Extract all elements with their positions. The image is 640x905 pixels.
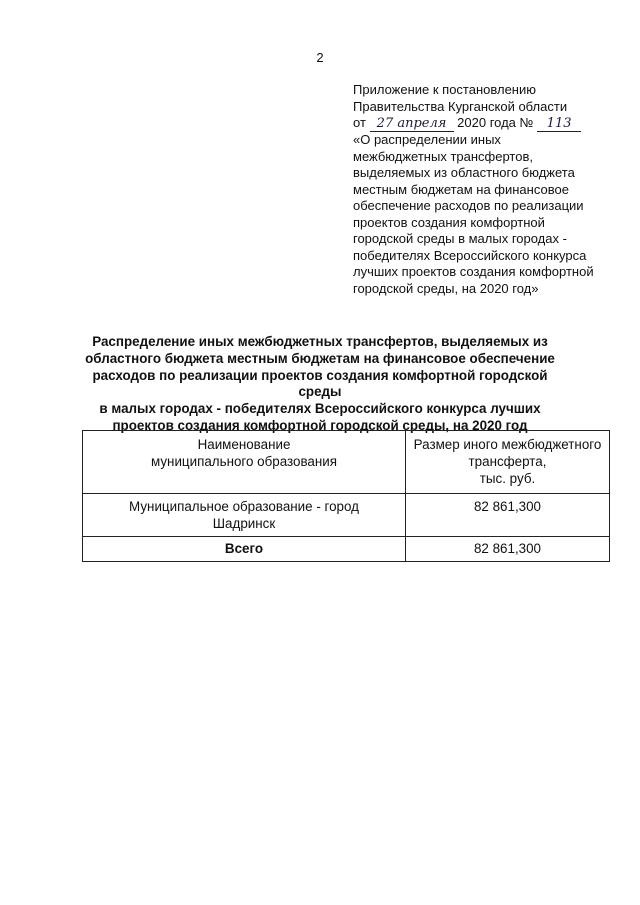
date-prefix: от xyxy=(353,115,366,130)
header-amount xyxy=(406,431,610,494)
header-text: Размер иного межбюджетного xyxy=(413,437,602,452)
title-line: расходов по реализации проектов создания комфортной городской среды xyxy=(92,367,548,400)
appendix-subject-line: проектов создания комфортной xyxy=(353,214,545,230)
municipality-name xyxy=(83,494,406,537)
appendix-subject-line: городской среды в малых городах - xyxy=(353,231,567,246)
handwritten-date: 27 апреля xyxy=(370,117,454,132)
appendix-subject-line: городской среды, на 2020 год» xyxy=(353,280,539,296)
page-number: 2 xyxy=(316,50,324,65)
total-label: Всего xyxy=(83,537,406,562)
appendix-subject-line: выделяемых из областного бюджета xyxy=(353,165,575,180)
year-text: 2020 года № xyxy=(457,115,534,130)
title-line: в малых городах - победителях Всероссийского конкурса лучших xyxy=(99,401,541,417)
cell-text: Муниципальное образование - город xyxy=(129,499,359,514)
appendix-subject-line: лучших проектов создания комфортной xyxy=(353,264,594,279)
transfer-amount: 82 861,300 xyxy=(406,494,610,537)
appendix-date-line xyxy=(353,115,623,132)
table-total-row xyxy=(83,537,610,562)
table-header-row xyxy=(83,431,610,494)
appendix-subject-line: обеспечение расходов по реализации xyxy=(353,198,584,213)
allocation-table xyxy=(82,430,610,562)
appendix-subject-line: местным бюджетам на финансовое xyxy=(353,181,569,197)
document-title xyxy=(70,334,570,435)
header-text: тыс. руб. xyxy=(479,471,536,486)
header-text: Наименование xyxy=(197,437,291,452)
appendix-block xyxy=(353,82,623,297)
handwritten-number: 113 xyxy=(537,117,581,132)
appendix-line-2: Правительства Курганской области xyxy=(353,98,568,114)
appendix-subject-line: победителях Всероссийского конкурса xyxy=(353,247,587,263)
title-line: Распределение иных межбюджетных трансфертов, выделяемых из xyxy=(92,334,548,349)
appendix-subject-line: «О распределении иных xyxy=(353,132,501,147)
header-municipality xyxy=(83,431,406,494)
appendix-line-1: Приложение к постановлению xyxy=(353,82,536,97)
title-line: проектов создания комфортной городской среды, на 2020 год xyxy=(112,417,528,433)
title-line: областного бюджета местным бюджетам на финансовое обеспечение xyxy=(85,350,555,366)
header-text: муниципального образования xyxy=(151,454,337,469)
header-text: трансферта, xyxy=(468,454,547,469)
appendix-subject-line: межбюджетных трансфертов, xyxy=(353,148,533,164)
total-amount: 82 861,300 xyxy=(406,537,610,562)
table-row xyxy=(83,494,610,537)
cell-text: Шадринск xyxy=(212,516,276,531)
